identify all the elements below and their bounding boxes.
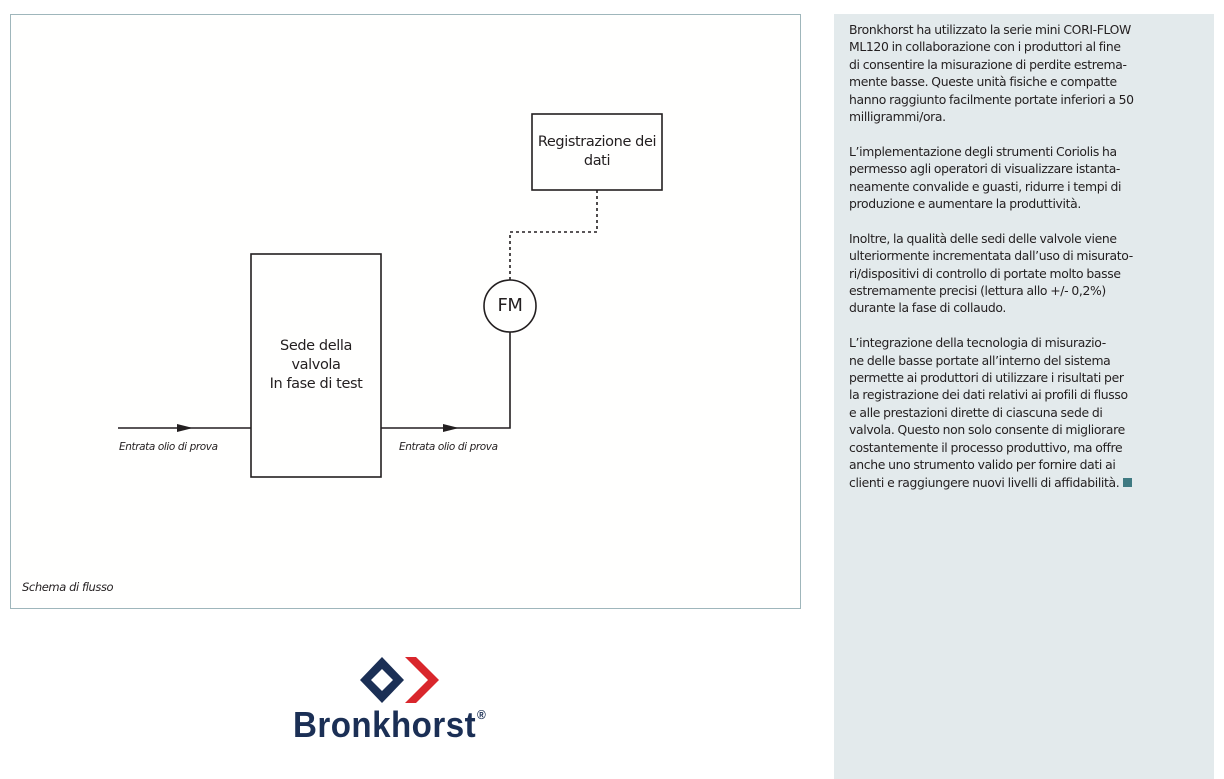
end-of-article-square-icon bbox=[1123, 478, 1132, 487]
valve-seat-label-line: In fase di test bbox=[269, 376, 363, 392]
outlet-label: Entrata olio di prova bbox=[399, 441, 498, 453]
text-line: ne delle basse portate all’interno del sistema bbox=[849, 352, 1111, 368]
text-line: anche uno strumento valido per fornire dati ai bbox=[849, 457, 1116, 473]
text-line: neamente convalide e guasti, ridurre i tempi di bbox=[849, 178, 1122, 194]
text-line: mente basse. Queste unità fisiche e compatte bbox=[849, 74, 1117, 90]
paragraph-4 bbox=[849, 334, 1204, 491]
valve-seat-label-line: Sede della bbox=[280, 338, 352, 354]
flow-meter-label: FM bbox=[497, 295, 523, 316]
text-line bbox=[849, 474, 1204, 491]
text-line: valvola. Questo non solo consente di migliorare bbox=[849, 422, 1125, 438]
text-line: permesso agli operatori di visualizzare istanta- bbox=[849, 161, 1121, 177]
text-line: durante la fase di collaudo. bbox=[849, 300, 1006, 316]
text-line: ML120 in collaborazione con i produttori al fine bbox=[849, 39, 1121, 55]
data-logging-label-line: Registrazione dei bbox=[537, 134, 657, 150]
text-line: di consentire la misurazione di perdite estrema- bbox=[849, 56, 1127, 72]
data-logging-label-line: dati bbox=[583, 153, 611, 169]
text-line: produzione e aumentare la produttività. bbox=[849, 196, 1081, 212]
valve-seat-label-line: valvola bbox=[291, 357, 341, 373]
logo-diamond-icon bbox=[360, 657, 404, 703]
valve-seat-label bbox=[251, 337, 381, 394]
text-line-last: clienti e raggiungere nuovi livelli di affidabilità. bbox=[849, 474, 1120, 490]
paragraph-2 bbox=[849, 143, 1204, 213]
text-line: Bronkhorst ha utilizzato la serie mini CORI-FLOW bbox=[849, 22, 1131, 37]
signal-dotted-line bbox=[510, 190, 597, 280]
text-line: la registrazione dei dati relativi ai profili di flusso bbox=[849, 387, 1128, 403]
inlet-arrow-icon bbox=[177, 424, 193, 432]
registered-mark: ® bbox=[477, 707, 487, 722]
logo-chevron-icon bbox=[405, 657, 439, 703]
logo-wordmark bbox=[293, 704, 486, 746]
side-panel bbox=[834, 14, 1214, 779]
diagram-caption: Schema di flusso bbox=[22, 580, 114, 594]
inlet-label: Entrata olio di prova bbox=[119, 441, 218, 453]
outlet-arrow-icon bbox=[443, 424, 459, 432]
text-line: e alle prestazioni dirette di ciascuna sede di bbox=[849, 404, 1103, 420]
text-line: Inoltre, la qualità delle sedi delle valvole viene bbox=[849, 230, 1117, 246]
logo-wordmark-text: Bronkhorst bbox=[293, 704, 477, 745]
text-line: L’integrazione della tecnologia di misurazio- bbox=[849, 335, 1106, 351]
data-logging-label bbox=[532, 133, 662, 171]
paragraph-3 bbox=[849, 230, 1204, 317]
text-line: ri/dispositivi di controllo di portate molto basse bbox=[849, 265, 1121, 281]
text-line: costantemente il processo produttivo, ma offre bbox=[849, 439, 1123, 455]
text-line: hanno raggiunto facilmente portate inferiori a 50 bbox=[849, 91, 1134, 107]
text-line: milligrammi/ora. bbox=[849, 109, 946, 125]
text-line: permette ai produttori di utilizzare i risultati per bbox=[849, 370, 1124, 386]
text-line: estremamente precisi (lettura allo +/- 0,2%) bbox=[849, 283, 1106, 299]
paragraph-1 bbox=[849, 21, 1204, 125]
outlet-flow-line bbox=[381, 332, 510, 428]
text-line: ulteriormente incrementata dall’uso di misurato- bbox=[849, 248, 1133, 264]
text-line: L’implementazione degli strumenti Coriolis ha bbox=[849, 143, 1117, 159]
